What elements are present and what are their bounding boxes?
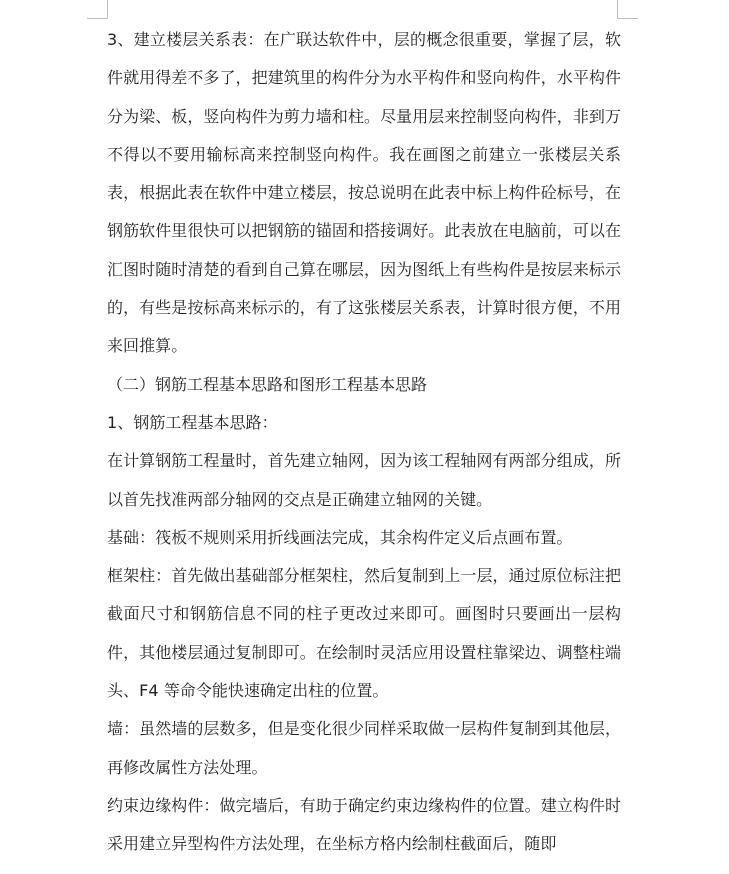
subheading-rebar-approach: 1、钢筋工程基本思路： [107,412,278,432]
document-body [107,21,621,864]
paragraph-frame-column: 框架柱：首先做出基础部分框架柱，然后复制到上一层，通过原位标注把截面尺寸和钢筋信息不同的柱子更改过来即可。画图时只要画出一层构件，其他楼层通过复制即可。在绘制时灵活应用设置柱靠梁边、调整柱端头、F4 等命令能快速确定出柱的位置。 [107,566,621,701]
paragraph-axis-grid: 在计算钢筋工程量时，首先建立轴网，因为该工程轴网有两部分组成，所以首先找准两部分轴网的交点是正确建立轴网的关键。 [107,451,621,509]
crop-mark-right [617,0,638,19]
paragraph-foundation: 基础：筏板不规则采用折线画法完成，其余构件定义后点画布置。 [107,527,573,547]
section-heading: （二）钢筋工程基本思路和图形工程基本思路 [107,374,428,394]
paragraph-floor-relation-table: 3、建立楼层关系表：在广联达软件中，层的概念很重要，掌握了层，软件就用得差不多了，把建筑里的构件分为水平构件和竖向构件，水平构件分为梁、板，竖向构件为剪力墙和柱。尽量用层来控制竖向构件，非到万不得以不要用输标高来控制竖向构件。我在画图之前建立一张楼层关系表，根据此表在软件中建立楼层，按总说明在此表中标上构件砼标号，在钢筋软件里很快可以把钢筋的锚固和搭接调好。此表放在电脑前，可以在汇图时随时清楚的看到自己算在哪层，因为图纸上有些构件是按层来标示的，有些是按标高来标示的，有了这张楼层关系表，计算时很方便，不用来回推算。 [107,30,621,356]
paragraph-boundary-member: 约束边缘构件：做完墙后，有助于确定约束边缘构件的位置。建立构件时采用建立异型构件方法处理，在坐标方格内绘制柱截面后，随即 [107,795,621,854]
crop-mark-left [87,0,108,19]
paragraph-wall: 墙：虽然墙的层数多，但是变化很少同样采取做一层构件复制到其他层，再修改属性方法处理。 [107,719,621,777]
